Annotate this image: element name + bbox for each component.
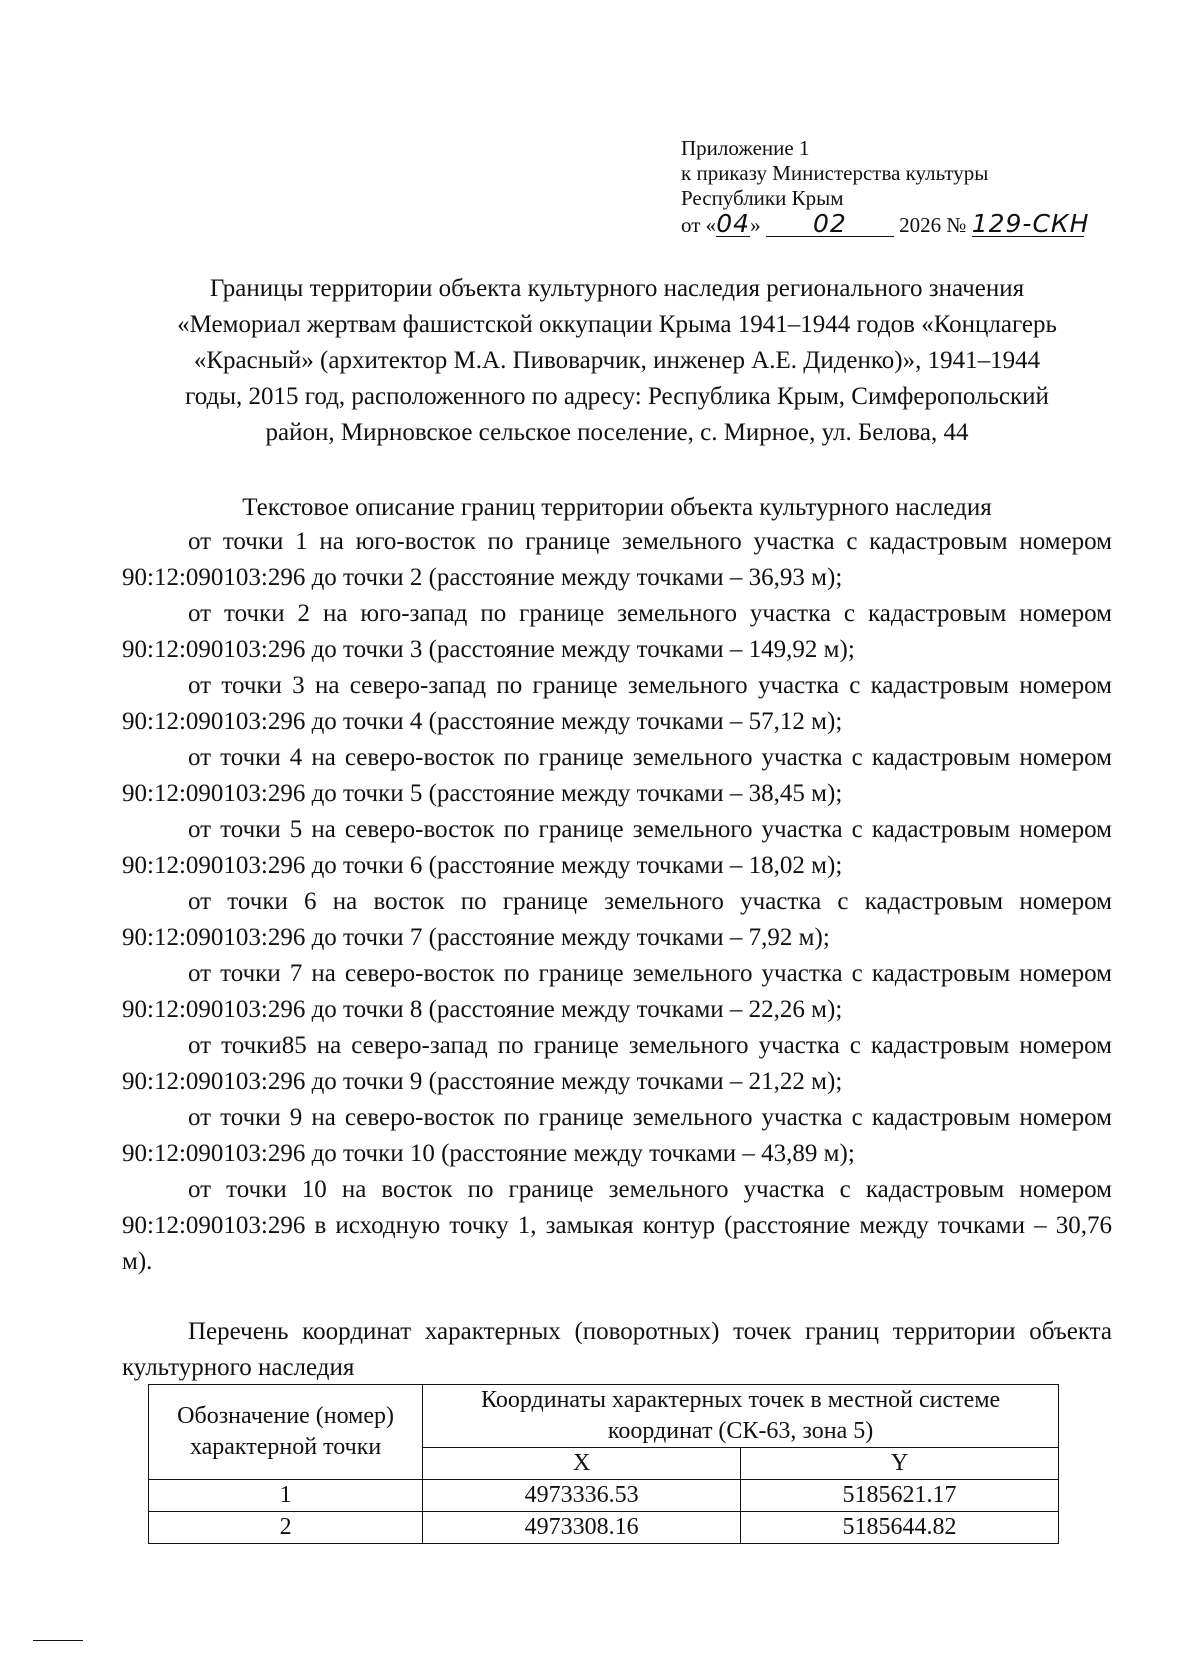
boundary-paragraph: от точки 4 на северо-восток по границе земельного участка с кадастровым номером 90:12:090103:296 до точки 5 (расстояние между точками – 38,45 м); — [122, 744, 1112, 807]
boundary-description — [122, 524, 1112, 1280]
boundary-paragraph: от точки 3 на северо-запад по границе земельного участка с кадастровым номером 90:12:090103:296 до точки 4 (расстояние между точками – 57,12 м); — [122, 672, 1112, 735]
boundary-paragraph: от точки 1 на юго-восток по границе земельного участка с кадастровым номером 90:12:090103:296 до точки 2 (расстояние между точками – 36,93 м); — [122, 528, 1112, 591]
date-day: 04 — [716, 209, 751, 238]
boundary-paragraph: от точки 6 на восток по границе земельного участка с кадастровым номером 90:12:090103:296 до точки 7 (расстояние между точками – 7,92 м); — [122, 888, 1112, 951]
date-mid: » — [750, 213, 761, 237]
cell-point: 1 — [149, 1480, 423, 1512]
table-header-row — [149, 1385, 1059, 1448]
table-row — [149, 1512, 1059, 1544]
cell-y: 5185621.17 — [741, 1480, 1059, 1512]
title-line: Границы территории объекта культурного наследия регионального значения — [209, 275, 1025, 302]
boundary-paragraph: от точки 5 на северо-восток по границе земельного участка с кадастровым номером 90:12:090103:296 до точки 6 (расстояние между точками – 18,02 м); — [122, 816, 1112, 879]
date-month: 02 — [766, 211, 894, 237]
table-row — [149, 1480, 1059, 1512]
header-y: Y — [741, 1448, 1059, 1480]
boundary-paragraph: от точки85 на северо-запад по границе земельного участка с кадастровым номером 90:12:090103:296 до точки 9 (расстояние между точками – 21,22 м); — [122, 1032, 1112, 1095]
footnote-divider — [33, 1640, 83, 1641]
document-title — [122, 271, 1112, 451]
appendix-date-line — [681, 211, 1151, 238]
date-prefix: от « — [681, 213, 717, 237]
header-coordinates: Координаты характерных точек в местной системе координат (СК-63, зона 5) — [423, 1385, 1059, 1448]
coordinates-table — [148, 1384, 1059, 1544]
boundary-paragraph: от точки 10 на восток по границе земельного участка с кадастровым номером 90:12:090103:296 в исходную точку 1, замыкая контур (расстояние между точками – 30,76 м). — [122, 1176, 1112, 1275]
coordinates-heading: Перечень координат характерных (поворотных) точек границ территории объекта культурного наследия — [122, 1318, 1112, 1381]
boundary-paragraph: от точки 9 на северо-восток по границе земельного участка с кадастровым номером 90:12:090103:296 до точки 10 (расстояние между точками – 43,89 м); — [122, 1104, 1112, 1167]
title-line: «Красный» (архитектор М.А. Пивоварчик, инженер А.Е. Диденко)», 1941–1944 — [193, 347, 1041, 374]
appendix-republic: Республики Крым — [681, 186, 844, 210]
title-line: «Мемориал жертвам фашистской оккупации Крыма 1941–1944 годов «Концлагерь — [177, 311, 1057, 338]
order-number: 129-СКН — [971, 209, 1090, 238]
cell-x: 4973308.16 — [423, 1512, 741, 1544]
cell-point: 2 — [149, 1512, 423, 1544]
cell-x: 4973336.53 — [423, 1480, 741, 1512]
date-year: 2026 № — [899, 213, 967, 237]
header-x: X — [423, 1448, 741, 1480]
appendix-number: Приложение 1 — [681, 136, 810, 160]
boundary-paragraph: от точки 7 на северо-восток по границе земельного участка с кадастровым номером 90:12:090103:296 до точки 8 (расстояние между точками – 22,26 м); — [122, 960, 1112, 1023]
description-heading: Текстовое описание границ территории объекта культурного наследия — [242, 494, 992, 521]
cell-y: 5185644.82 — [741, 1512, 1059, 1544]
title-line: район, Мирновское сельское поселение, с. Мирное, ул. Белова, 44 — [265, 419, 969, 446]
title-line: годы, 2015 год, расположенного по адресу: Республика Крым, Симферопольский — [185, 383, 1049, 410]
appendix-header — [681, 136, 1151, 238]
boundary-paragraph: от точки 2 на юго-запад по границе земельного участка с кадастровым номером 90:12:090103:296 до точки 3 (расстояние между точками – 149,92 м); — [122, 600, 1112, 663]
appendix-order-ref: к приказу Министерства культуры — [681, 161, 989, 185]
header-point: Обозначение (номер) характерной точки — [149, 1385, 423, 1480]
